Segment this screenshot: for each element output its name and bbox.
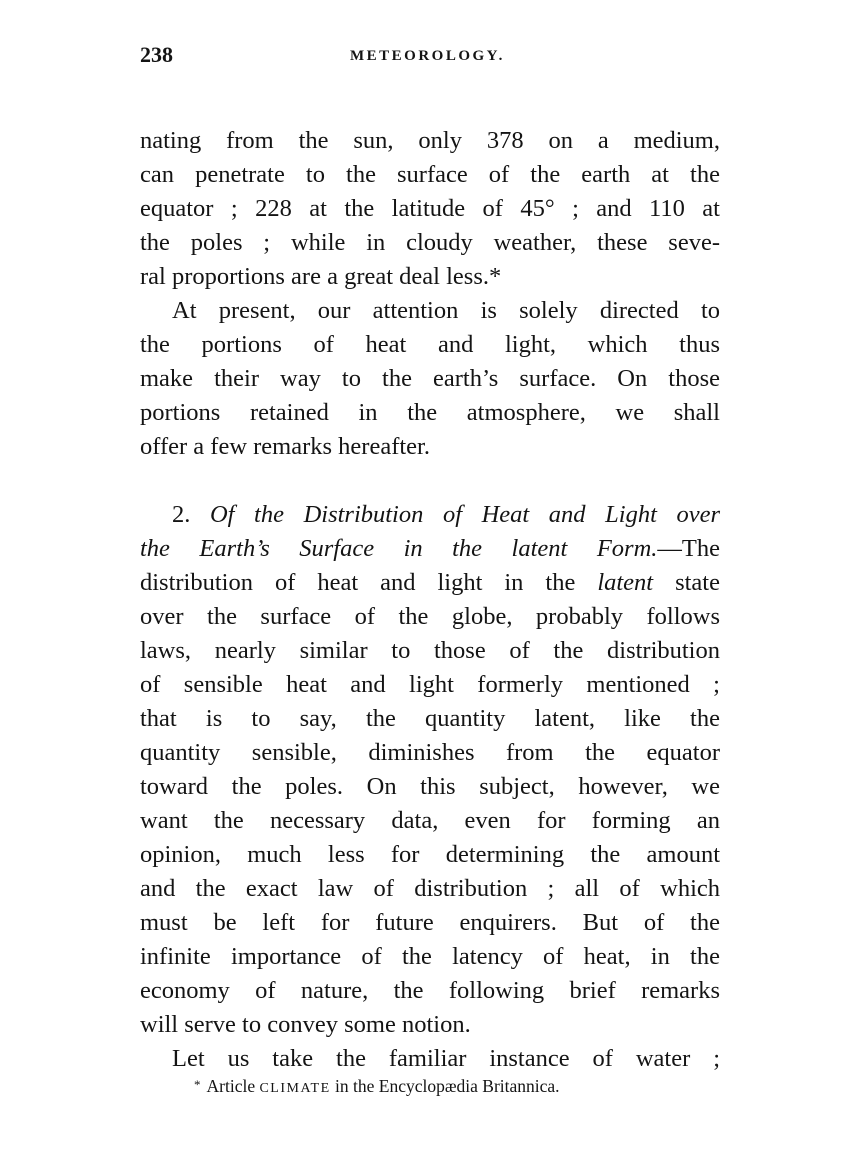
footnote: * Article CLIMATE in the Encyclopædia Britannica. [194,1076,560,1096]
text-line: Let us take the familiar instance of water ; [172,1045,720,1072]
text-line: offer a few remarks hereafter. [140,433,430,460]
text-line: quantity sensible, diminishes from the equator [140,739,720,766]
italic-word: latent [597,569,654,596]
book-page [140,40,720,1076]
text-line: economy of nature, the following brief remarks [140,977,720,1004]
paragraph [140,1042,720,1076]
section-heading-line [140,532,720,566]
section-heading-dash: —The [657,535,720,562]
section-heading-italic: the Earth’s Surface in the latent Form. [140,535,658,562]
text-line: that is to say, the quantity latent, like the [140,705,720,732]
text-line: can penetrate to the surface of the earth at the [140,161,720,188]
text-line: will serve to convey some notion. [140,1011,471,1038]
text-line: At present, our attention is solely directed to [172,297,720,324]
paragraph [140,294,720,464]
text-line: over the surface of the globe, probably follows [140,603,720,630]
text-line: infinite importance of the latency of heat, in the [140,943,720,970]
text-line: want the necessary data, even for forming an [140,807,720,834]
text-line: equator ; 228 at the latitude of 45° ; and 110 at [140,195,720,222]
text-line: must be left for future enquirers. But of the [140,909,720,936]
footnote-mark: * [194,1077,201,1092]
text-line: distribution of heat and light in the latent state [140,569,720,596]
text-line: opinion, much less for determining the amount [140,841,720,868]
text-line: make their way to the earth’s surface. On those [140,365,720,392]
text-line: and the exact law of distribution ; all of which [140,875,720,902]
paragraph-continued [140,124,720,294]
text-line: portions retained in the atmosphere, we shall [140,399,720,426]
running-head [140,40,720,80]
section-heading-italic: Of the Distribution of Heat and Light over [209,501,721,528]
text-line: the portions of heat and light, which thus [140,331,720,358]
text-line: ral proportions are a great deal less.* [140,263,502,290]
section-number: 2. [172,501,191,528]
section-spacer [140,464,720,498]
page-number: 238 [140,42,173,67]
section-2 [140,498,720,1042]
text-line: the poles ; while in cloudy weather, these seve- [140,229,720,256]
text-line: toward the poles. On this subject, however, we [140,773,720,800]
small-caps-word: CLIMATE [259,1081,331,1096]
running-title: METEOROLOGY. [350,48,505,64]
text-line: nating from the sun, only 378 on a medium, [140,127,720,154]
section-heading-line [140,498,720,532]
text-line: laws, nearly similar to those of the distribution [140,637,720,664]
text-line: of sensible heat and light formerly mentioned ; [140,671,720,698]
